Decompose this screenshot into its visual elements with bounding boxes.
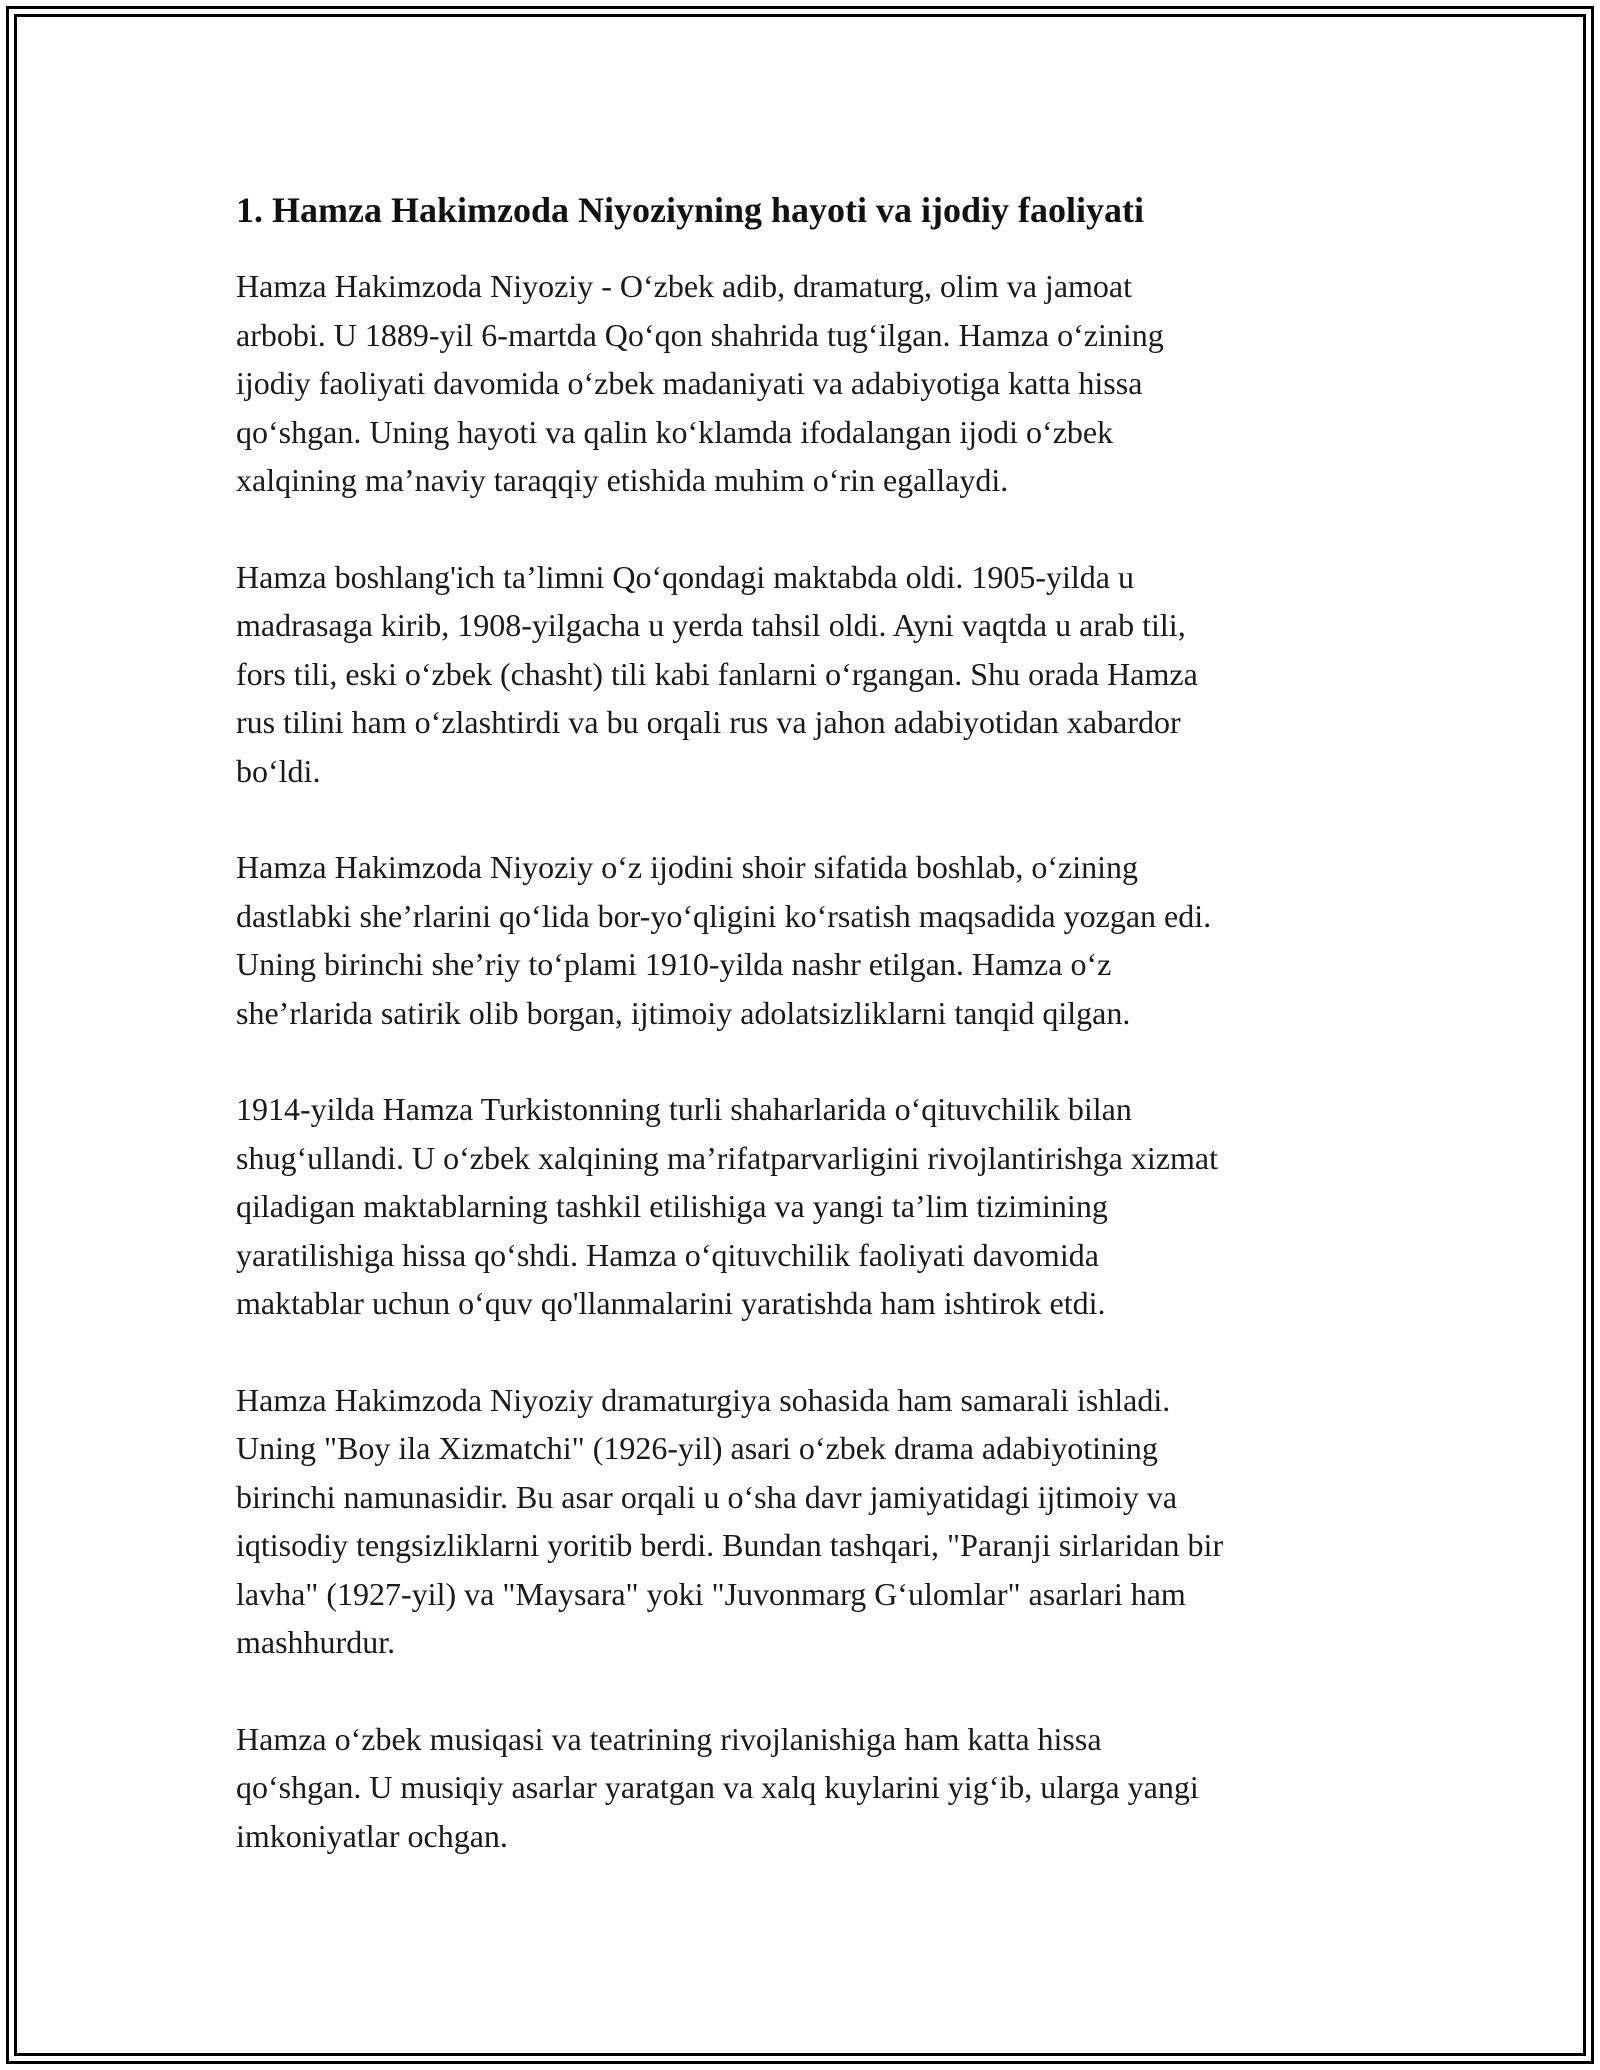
text-line: rus tilini ham o‘zlashtirdi va bu orqali rus va jahon adabiyotidan xabardor xyxy=(236,704,1181,740)
document-body xyxy=(236,186,1366,1908)
text-line: birinchi namunasidir. Bu asar orqali u o‘sha davr jamiyatidagi ijtimoiy va xyxy=(236,1478,1178,1515)
text-line: Hamza o‘zbek musiqasi va teatrining rivojlanishiga ham katta hissa xyxy=(236,1720,1102,1757)
paragraph-2 xyxy=(236,553,1366,796)
text-line: xalqining ma’naviy taraqqiy etishida muhim o‘rin egallaydi. xyxy=(236,462,1009,498)
text-line: Hamza Hakimzoda Niyoziy o‘z ijodini shoir sifatida boshlab, o‘zining xyxy=(236,849,1138,885)
text-line: Hamza Hakimzoda Niyoziy - O‘zbek adib, dramaturg, olim va jamoat xyxy=(236,268,1132,304)
text-line: 1914-yilda Hamza Turkistonning turli shaharlarida o‘qituvchilik bilan xyxy=(236,1091,1132,1127)
paragraph-6 xyxy=(236,1715,1366,1861)
text-line: bo‘ldi. xyxy=(236,752,321,789)
text-line: qiladigan maktablarning tashkil etilishiga va yangi ta’lim tizimining xyxy=(236,1188,1108,1224)
text-line: maktablar uchun o‘quv qo'llanmalarini yaratishda ham ishtirok etdi. xyxy=(236,1285,1106,1321)
text-line: shug‘ullandi. U o‘zbek xalqining ma’rifatparvarligini rivojlantirishga xizmat xyxy=(236,1139,1218,1176)
text-line: dastlabki she’rlarini qo‘lida bor-yo‘qligini ko‘rsatish maqsadida yozgan edi. xyxy=(236,897,1212,934)
text-line: madrasaga kirib, 1908-yilgacha u yerda tahsil oldi. Ayni vaqtda u arab tili, xyxy=(236,607,1186,643)
paragraph-5 xyxy=(236,1376,1366,1667)
text-line: mashhurdur. xyxy=(236,1624,396,1660)
text-line: imkoniyatlar ochgan. xyxy=(236,1817,508,1854)
text-line: arbobi. U 1889-yil 6-martda Qo‘qon shahrida tug‘ilgan. Hamza o‘zining xyxy=(236,316,1164,353)
text-line: ijodiy faoliyati davomida o‘zbek madaniyati va adabiyotiga katta hissa xyxy=(236,365,1143,401)
text-line: yaratilishiga hissa qo‘shdi. Hamza o‘qituvchilik faoliyati davomida xyxy=(236,1236,1099,1273)
paragraph-1 xyxy=(236,262,1366,505)
text-line: Hamza Hakimzoda Niyoziy dramaturgiya sohasida ham samarali ishladi. xyxy=(236,1381,1171,1418)
text-line: iqtisodiy tengsizliklarni yoritib berdi. Bundan tashqari, "Paranji sirlaridan bir xyxy=(236,1527,1224,1563)
text-line: fors tili, eski o‘zbek (chasht) tili kabi fanlarni o‘rgangan. Shu orada Hamza xyxy=(236,655,1198,692)
text-line: qo‘shgan. Uning hayoti va qalin ko‘klamda ifodalangan ijodi o‘zbek xyxy=(236,413,1114,450)
text-line: Uning "Boy ila Xizmatchi" (1926-yil) asari o‘zbek drama adabiyotining xyxy=(236,1430,1158,1466)
text-line: Hamza boshlang'ich ta’limni Qo‘qondagi maktabda oldi. 1905-yilda u xyxy=(236,558,1134,595)
paragraph-4 xyxy=(236,1085,1366,1328)
text-line: she’rlarida satirik olib borgan, ijtimoiy adolatsizliklarni tanqid qilgan. xyxy=(236,994,1131,1031)
text-line: Uning birinchi she’riy to‘plami 1910-yilda nashr etilgan. Hamza o‘z xyxy=(236,946,1112,982)
paragraph-3 xyxy=(236,843,1366,1037)
text-line: lavha" (1927-yil) va "Maysara" yoki "Juvonmarg G‘ulomlar" asarlari ham xyxy=(236,1575,1186,1612)
text-line: qo‘shgan. U musiqiy asarlar yaratgan va xalq kuylarini yig‘ib, ularga yangi xyxy=(236,1769,1199,1805)
document-title: 1. Hamza Hakimzoda Niyoziyning hayoti va ijodiy faoliyati xyxy=(236,190,1145,230)
